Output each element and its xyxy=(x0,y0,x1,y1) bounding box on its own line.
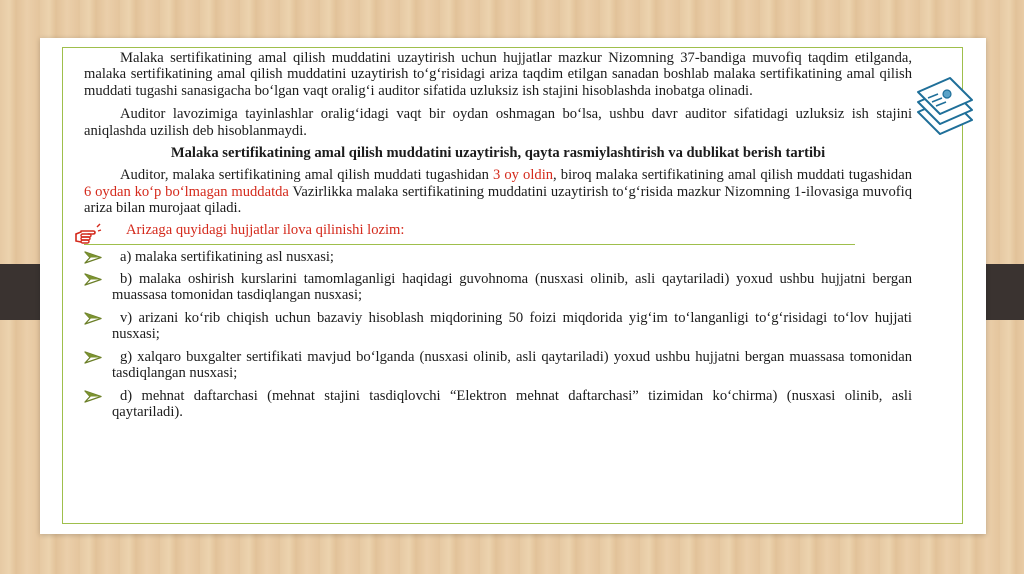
pointing-hand-icon xyxy=(74,223,102,245)
text-part: , biroq malaka sertifikatining amal qilish muddati tugashidan xyxy=(553,167,912,184)
list-item-text: a) malaka sertifikatining asl nusxasi; xyxy=(120,248,334,265)
list-item-text: b) malaka oshirish kurslarini tamomlaganligi haqidagi guvohnoma (nusxasi olinib, asli qaytariladi) yoxud ushbu hujjatni bergan muassasa tomonidan tasdiqlangan nusxasi; xyxy=(112,271,912,304)
arrow-bullet-icon xyxy=(84,273,102,286)
arrow-bullet-icon xyxy=(84,351,102,364)
resume-documents-icon xyxy=(910,68,976,154)
slide-content xyxy=(84,48,912,426)
slide-card xyxy=(40,38,986,534)
deadline-six-months: 6 oydan ko‘p bo‘lmagan muddatda xyxy=(84,183,289,200)
paragraph-appointment-gap: Auditor lavozimiga tayinlashlar oralig‘idagi vaqt bir oydan oshmagan bo‘lsa, ushbu davr auditor sifatidagi uzluksiz ish stajini aniqlashda uzilish deb hisoblanmaydi. xyxy=(84,106,912,139)
list-item xyxy=(84,249,912,265)
arrow-bullet-icon xyxy=(84,312,102,325)
list-item xyxy=(84,349,912,382)
list-item-text: g) xalqaro buxgalter sertifikati mavjud bo‘lganda (nusxasi olinib, asli qaytariladi) yoxud ushbu hujjatni bergan muassasa tomonidan tasdiqlangan nusxasi; xyxy=(112,348,912,382)
required-documents-header xyxy=(84,222,912,240)
header-underline xyxy=(84,244,855,246)
paragraph-application-deadline xyxy=(84,167,912,216)
paragraph-certificate-extension: Malaka sertifikatining amal qilish muddatini uzaytirish uchun hujjatlar mazkur Nizomning 37-bandiga muvofiq taqdim etilganda, malaka sertifikatining amal qilish muddatini uzaytirish to‘g‘risidagi ariza taqdim etilgan sanadan boshlab malaka sertifikatining amal qilish muddati tugashi sanasigacha bo‘lgan vaqt oralig‘i auditor sifatida uzluksiz ish stajini hisoblashda inobatga olinadi. xyxy=(84,50,912,99)
arrow-bullet-icon xyxy=(84,251,102,264)
list-item xyxy=(84,271,912,304)
text-part: Auditor, malaka sertifikatining amal qilish muddati tugashidan xyxy=(120,167,493,184)
required-documents-list xyxy=(84,249,912,421)
deadline-three-months: 3 oy oldin xyxy=(492,167,554,184)
list-item-text: d) mehnat daftarchasi (mehnat stajini tasdiqlovchi “Elektron mehnat daftarchasi” tizimidan ko‘chirma) (nusxasi olinib, asli qaytariladi). xyxy=(112,387,912,420)
list-item-text: v) arizani ko‘rib chiqish uchun bazaviy hisoblash miqdorining 50 foizi miqdorida yig‘im to‘langanligi to‘g‘risidagi to‘lov hujjati nusxasi; xyxy=(112,309,912,343)
section-heading: Malaka sertifikatining amal qilish muddatini uzaytirish, qayta rasmiylashtirish va dublikat berish tartibi xyxy=(170,145,826,162)
list-item xyxy=(84,310,912,343)
arrow-bullet-icon xyxy=(84,390,102,403)
list-item xyxy=(84,388,912,421)
text-part: Vazirlikka malaka sertifikatining muddatini uzaytirish to‘g‘risida mazkur Nizomning 1-ilovasiga muvofiq ariza bilan murojaat qiladi. xyxy=(84,183,912,217)
required-documents-label: Arizaga quyidagi hujjatlar ilova qilinishi lozim: xyxy=(126,221,405,238)
